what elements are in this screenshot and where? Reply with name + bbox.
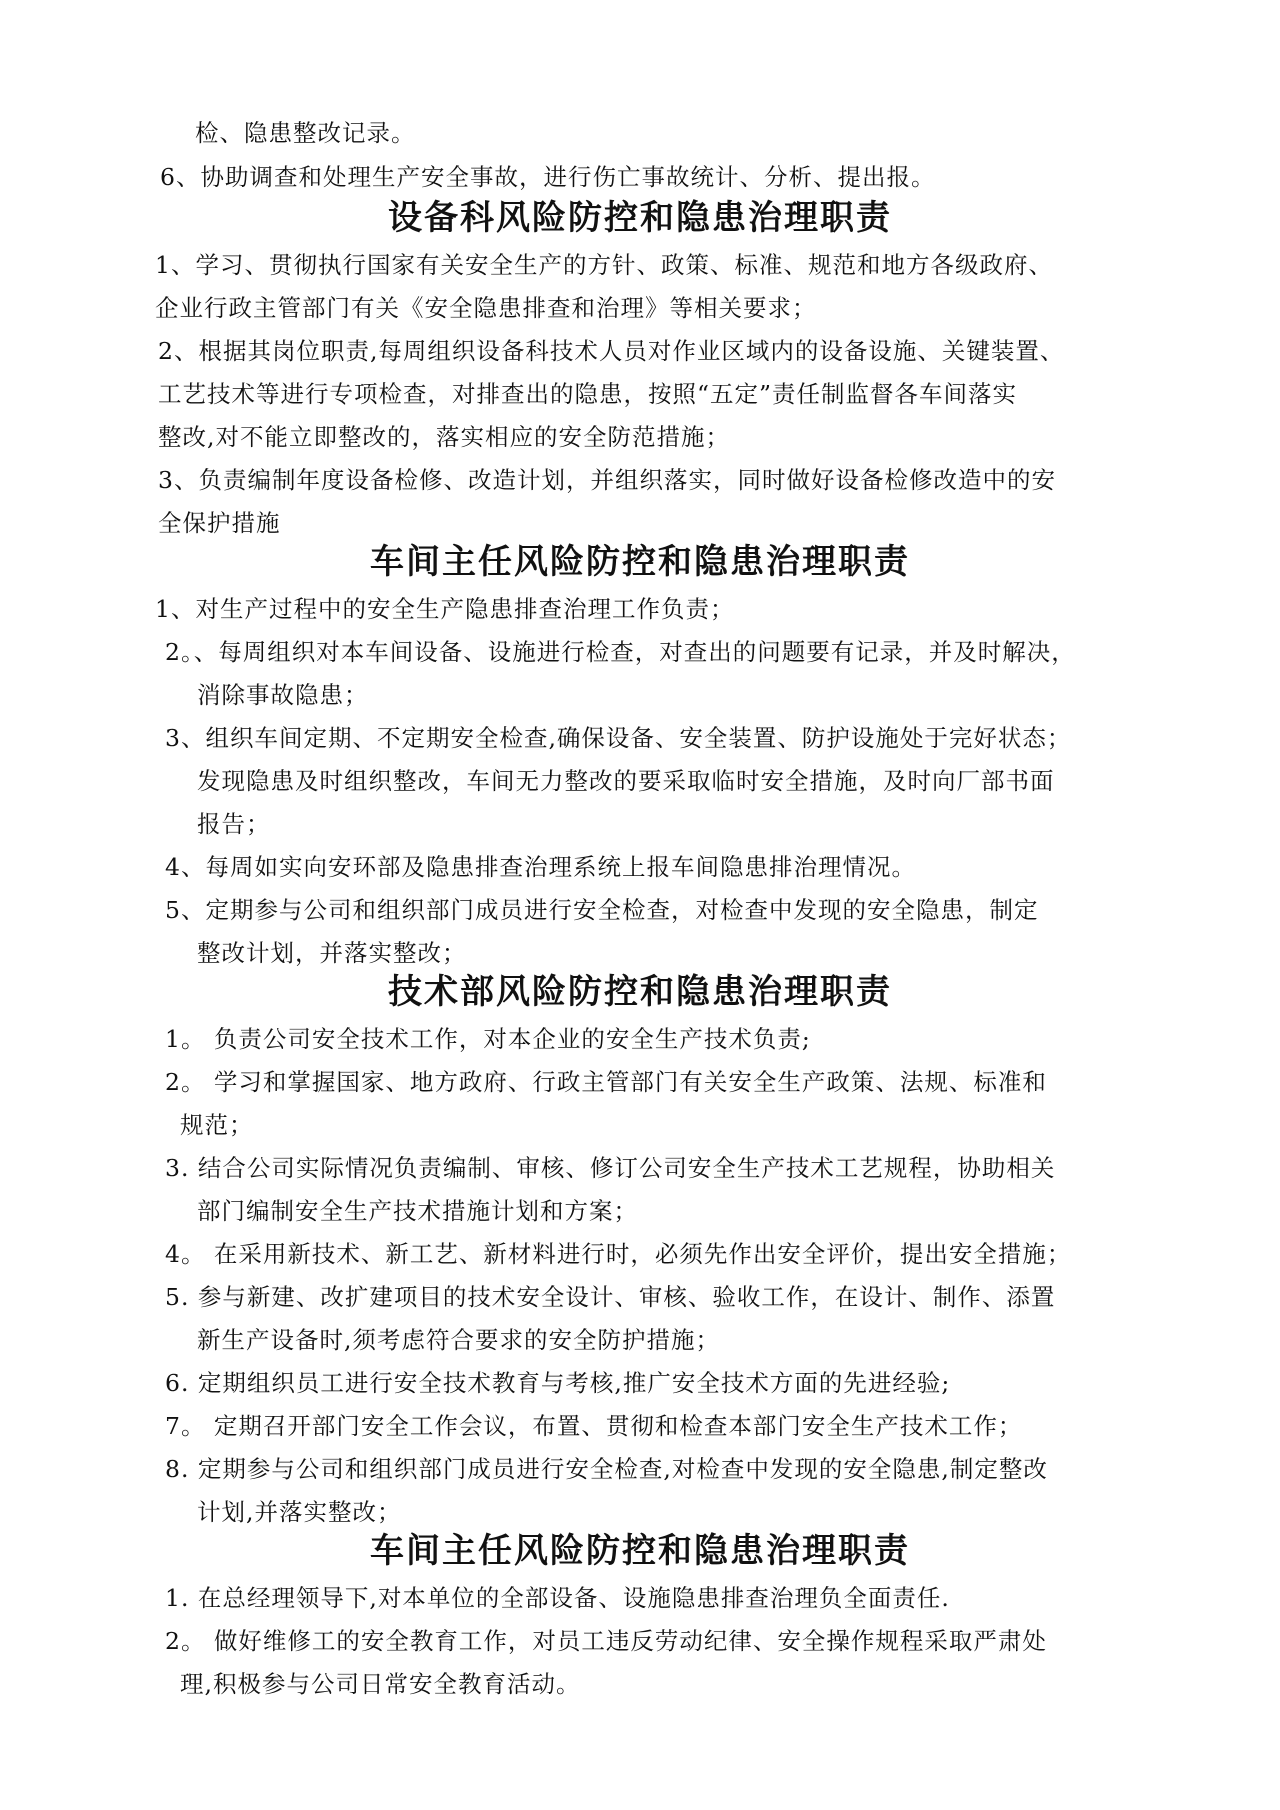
section-title-workshop-director: 车间主任风险防控和隐患治理职责 bbox=[370, 542, 910, 582]
section-title-technical: 技术部风险防控和隐患治理职责 bbox=[388, 972, 892, 1012]
section-line: 1、学习、贯彻执行国家有关安全生产的方针、政策、标准、规范和地方各级政府、 bbox=[155, 251, 1053, 279]
section-line: 4、每周如实向安环部及隐患排查治理系统上报车间隐患排治理情况。 bbox=[165, 853, 916, 881]
section-line: 4。 在采用新技术、新工艺、新材料进行时，必须先作出安全评价，提出安全措施； bbox=[165, 1240, 1072, 1268]
section-line: 5、定期参与公司和组织部门成员进行安全检查，对检查中发现的安全隐患，制定 bbox=[165, 896, 1039, 924]
section-title-workshop-director-2: 车间主任风险防控和隐患治理职责 bbox=[370, 1531, 910, 1571]
section-line: 全保护措施 bbox=[158, 509, 281, 537]
section-line: 规范； bbox=[180, 1111, 254, 1139]
section-line: 消除事故隐患； bbox=[197, 681, 369, 709]
section-line: 1. 在总经理领导下,对本单位的全部设备、设施隐患排查治理负全面责任. bbox=[165, 1584, 950, 1612]
section-line: 6. 定期组织员工进行安全技术教育与考核,推广安全技术方面的先进经验; bbox=[165, 1369, 951, 1397]
section-line: 报告； bbox=[197, 810, 271, 838]
section-line: 部门编制安全生产技术措施计划和方案； bbox=[197, 1197, 638, 1225]
section-line: 企业行政主管部门有关《安全隐患排查和治理》等相关要求； bbox=[155, 294, 817, 322]
section-line: 2、根据其岗位职责,每周组织设备科技术人员对作业区域内的设备设施、关键装置、 bbox=[158, 337, 1065, 365]
section-title-equipment: 设备科风险防控和隐患治理职责 bbox=[388, 198, 892, 238]
section-line: 2。 做好维修工的安全教育工作，对员工违反劳动纪律、安全操作规程采取严肃处 bbox=[165, 1627, 1047, 1655]
section-line: 7。 定期召开部门安全工作会议，布置、贯彻和检查本部门安全生产技术工作； bbox=[165, 1412, 1023, 1440]
section-line: 8. 定期参与公司和组织部门成员进行安全检查,对检查中发现的安全隐患,制定整改 bbox=[165, 1455, 1048, 1483]
section-line: 计划,并落实整改； bbox=[197, 1498, 402, 1526]
section-line: 2。 学习和掌握国家、地方政府、行政主管部门有关安全生产政策、法规、标准和 bbox=[165, 1068, 1047, 1096]
section-line: 5. 参与新建、改扩建项目的技术安全设计、审核、验收工作，在设计、制作、添置 bbox=[165, 1283, 1056, 1311]
section-line: 新生产设备时,须考虑符合要求的安全防护措施； bbox=[197, 1326, 720, 1354]
intro-line-1: 检、隐患整改记录。 bbox=[195, 119, 416, 147]
section-line: 整改,对不能立即整改的，落实相应的安全防范措施； bbox=[158, 423, 730, 451]
section-line: 发现隐患及时组织整改，车间无力整改的要采取临时安全措施，及时向厂部书面 bbox=[197, 767, 1055, 795]
section-line: 整改计划，并落实整改； bbox=[197, 939, 467, 967]
intro-line-2: 6、协助调查和处理生产安全事故，进行伤亡事故统计、分析、提出报。 bbox=[160, 163, 936, 191]
section-line: 2。、每周组织对本车间设备、设施进行检查，对查出的问题要有记录，并及时解决， bbox=[165, 638, 1076, 666]
section-line: 3. 结合公司实际情况负责编制、审核、修订公司安全生产技术工艺规程，协助相关 bbox=[165, 1154, 1056, 1182]
section-line: 工艺技术等进行专项检查，对排查出的隐患，按照“五定”责任制监督各车间落实 bbox=[158, 380, 1018, 408]
section-line: 3、负责编制年度设备检修、改造计划，并组织落实，同时做好设备检修改造中的安 bbox=[158, 466, 1056, 494]
section-line: 1、对生产过程中的安全生产隐患排查治理工作负责； bbox=[155, 595, 735, 623]
section-line: 3、组织车间定期、不定期安全检查,确保设备、安全装置、防护设施处于完好状态； bbox=[165, 724, 1072, 752]
section-line: 理,积极参与公司日常安全教育活动。 bbox=[180, 1670, 581, 1698]
section-line: 1。 负责公司安全技术工作，对本企业的安全生产技术负责; bbox=[165, 1025, 811, 1053]
